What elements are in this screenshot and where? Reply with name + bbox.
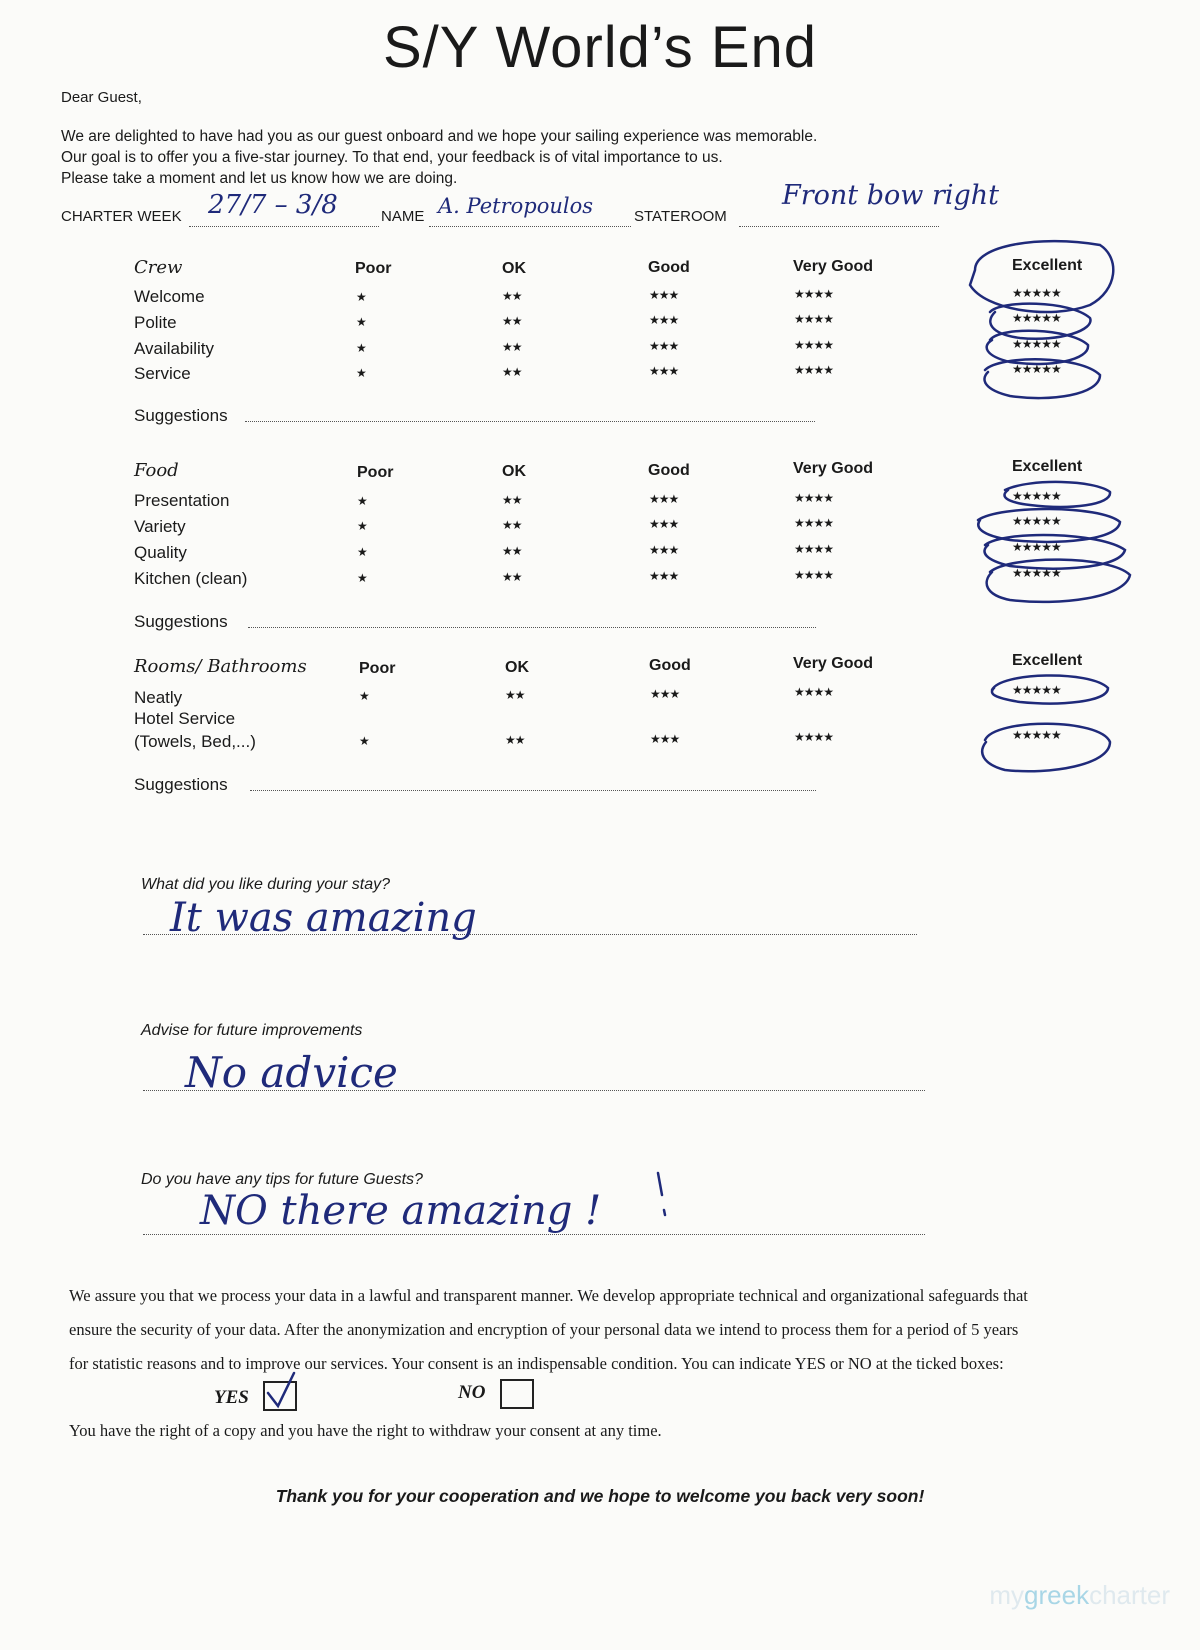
question-liked: What did you like during your stay? [141, 876, 391, 893]
rating-option-1[interactable]: ★ [356, 290, 366, 304]
header-poor: Poor [357, 464, 394, 481]
rating-row-label: Presentation [134, 491, 230, 510]
rating-option-4[interactable]: ★★★★ [794, 730, 834, 744]
rating-row-label: Hotel Service [134, 709, 236, 728]
rating-option-2[interactable]: ★★ [502, 340, 522, 354]
rating-row-label: Polite [134, 313, 177, 332]
rating-option-4[interactable]: ★★★★ [794, 363, 834, 377]
rating-option-2[interactable]: ★★ [502, 544, 522, 558]
header-good: Good [648, 259, 690, 276]
section-title: Rooms/ Bathrooms [134, 656, 307, 677]
header-ok: OK [502, 260, 526, 277]
watermark-part-1: my [989, 1580, 1025, 1610]
rating-row-label: Kitchen (clean) [134, 569, 248, 588]
rating-option-1[interactable]: ★ [357, 519, 367, 533]
rating-option-4[interactable]: ★★★★ [794, 491, 834, 505]
rating-option-3[interactable]: ★★★ [649, 339, 679, 353]
rating-option-3[interactable]: ★★★ [650, 687, 680, 701]
rating-option-4[interactable]: ★★★★ [794, 516, 834, 530]
consent-yes-checkbox[interactable] [263, 1381, 297, 1411]
header-very-good: Very Good [793, 258, 874, 275]
stateroom-label: STATEROOM [634, 208, 727, 225]
rating-option-3[interactable]: ★★★ [649, 364, 679, 378]
rating-option-5[interactable]: ★★★★★ [1012, 566, 1061, 580]
suggestions-line[interactable] [250, 790, 816, 791]
question-tips: Do you have any tips for future Guests? [141, 1171, 423, 1188]
header-excellent: Excellent [1012, 652, 1083, 669]
rating-option-5[interactable]: ★★★★★ [1012, 311, 1061, 325]
answer-improvements-handwritten: No advice [185, 1048, 398, 1097]
rating-option-4[interactable]: ★★★★ [794, 338, 834, 352]
rating-option-2[interactable]: ★★ [505, 733, 525, 747]
rating-option-2[interactable]: ★★ [502, 493, 522, 507]
header-good: Good [649, 657, 691, 674]
rating-option-4[interactable]: ★★★★ [794, 685, 834, 699]
rating-option-1[interactable]: ★ [357, 571, 367, 585]
rating-option-5[interactable]: ★★★★★ [1012, 514, 1061, 528]
rating-option-2[interactable]: ★★ [502, 570, 522, 584]
rating-option-3[interactable]: ★★★ [649, 517, 679, 531]
suggestions-line[interactable] [248, 627, 816, 628]
consent-line-1: We assure you that we process your data in a lawful and transparent manner. We develop appropriate technical and organizational safeguards that [69, 1286, 1028, 1305]
consent-paragraph [69, 1279, 1149, 1381]
rating-option-3[interactable]: ★★★ [649, 543, 679, 557]
watermark-logo [989, 1580, 1170, 1611]
section-title: Food [134, 460, 179, 481]
rating-row-label: Availability [134, 339, 215, 358]
rating-option-1[interactable]: ★ [356, 366, 366, 380]
greeting: Dear Guest, [61, 89, 142, 106]
question-improvements: Advise for future improvements [141, 1022, 363, 1039]
rating-option-5[interactable]: ★★★★★ [1012, 286, 1061, 300]
consent-line-3: for statistic reasons and to improve our services. Your consent is an indispensable condition. You can indicate YES or NO at the ticked boxes: [69, 1354, 1004, 1373]
consent-line-2: ensure the security of your data. After the anonymization and encryption of your personal data we intend to process them for a period of 5 years [69, 1320, 1019, 1339]
rating-option-1[interactable]: ★ [356, 315, 366, 329]
rating-row-label: Service [134, 364, 191, 383]
consent-yes-label: YES [214, 1387, 249, 1408]
header-very-good: Very Good [793, 655, 874, 672]
suggestions-label: Suggestions [134, 612, 228, 631]
name-handwritten: A. Petropoulos [438, 194, 593, 218]
watermark-part-2: greek [1024, 1580, 1090, 1610]
charter-week-field-line [189, 226, 379, 227]
rating-option-4[interactable]: ★★★★ [794, 287, 834, 301]
excellent-circle-mark [970, 241, 1113, 312]
header-poor: Poor [359, 660, 396, 677]
rating-option-3[interactable]: ★★★ [649, 569, 679, 583]
answer-line-tips[interactable] [143, 1234, 925, 1235]
rating-row-label: Welcome [134, 287, 205, 306]
handwritten-exclamation-stroke [658, 1173, 662, 1195]
section-title: Crew [134, 257, 183, 278]
rating-option-4[interactable]: ★★★★ [794, 312, 834, 326]
rating-option-2[interactable]: ★★ [502, 314, 522, 328]
rating-option-2[interactable]: ★★ [502, 289, 522, 303]
header-ok: OK [505, 659, 529, 676]
stateroom-field-line [739, 226, 939, 227]
form-title: S/Y World’s End [382, 15, 818, 80]
intro-line-1: We are delighted to have had you as our guest onboard and we hope your sailing experience was memorable. [61, 128, 818, 145]
answer-liked-handwritten: It was amazing [170, 895, 477, 941]
suggestions-line[interactable] [245, 421, 815, 422]
rating-option-1[interactable]: ★ [357, 545, 367, 559]
rating-option-3[interactable]: ★★★ [649, 492, 679, 506]
rating-option-4[interactable]: ★★★★ [794, 542, 834, 556]
rating-option-2[interactable]: ★★ [505, 688, 525, 702]
rating-option-3[interactable]: ★★★ [649, 288, 679, 302]
rating-option-5[interactable]: ★★★★★ [1012, 362, 1061, 376]
charter-week-label: CHARTER WEEK [61, 208, 182, 225]
header-good: Good [648, 462, 690, 479]
header-poor: Poor [355, 260, 392, 277]
header-excellent: Excellent [1012, 257, 1083, 274]
rating-option-1[interactable]: ★ [359, 734, 369, 748]
charter-week-handwritten: 27/7 – 3/8 [208, 190, 338, 220]
rating-option-3[interactable]: ★★★ [649, 313, 679, 327]
header-ok: OK [502, 463, 526, 480]
intro-line-3: Please take a moment and let us know how we are doing. [61, 170, 458, 187]
name-label: NAME [381, 208, 425, 225]
thank-you-message: Thank you for your cooperation and we hope to welcome you back very soon! [275, 1486, 925, 1506]
rating-option-5[interactable]: ★★★★★ [1012, 728, 1061, 742]
name-field-line [429, 226, 631, 227]
suggestions-label: Suggestions [134, 406, 228, 425]
suggestions-label: Suggestions [134, 775, 228, 794]
rating-option-4[interactable]: ★★★★ [794, 568, 834, 582]
rating-option-3[interactable]: ★★★ [650, 732, 680, 746]
rating-option-2[interactable]: ★★ [502, 365, 522, 379]
header-very-good: Very Good [793, 460, 874, 477]
header-excellent: Excellent [1012, 458, 1083, 475]
answer-tips-handwritten: NO there amazing ! [200, 1188, 602, 1234]
rating-option-1[interactable]: ★ [357, 494, 367, 508]
rating-row-label: Quality [134, 543, 187, 562]
intro-line-2: Our goal is to offer you a five-star journey. To that end, your feedback is of vital importance to us. [61, 149, 723, 166]
consent-no-label: NO [458, 1382, 486, 1403]
rating-option-5[interactable]: ★★★★★ [1012, 489, 1061, 503]
rating-option-5[interactable]: ★★★★★ [1012, 540, 1061, 554]
consent-rights-text: You have the right of a copy and you have the right to withdraw your consent at any time. [69, 1421, 662, 1440]
watermark-part-3: charter [1089, 1580, 1170, 1610]
rating-option-1[interactable]: ★ [359, 689, 369, 703]
rating-row-label: Neatly [134, 688, 183, 707]
rating-option-5[interactable]: ★★★★★ [1012, 337, 1061, 351]
rating-option-5[interactable]: ★★★★★ [1012, 683, 1061, 697]
handwritten-exclamation-dot [664, 1210, 665, 1215]
rating-row-label-2: (Towels, Bed,...) [134, 732, 256, 751]
rating-option-1[interactable]: ★ [356, 341, 366, 355]
rating-option-2[interactable]: ★★ [502, 518, 522, 532]
stateroom-handwritten: Front bow right [782, 180, 1000, 211]
rating-row-label: Variety [134, 517, 186, 536]
consent-no-checkbox[interactable] [500, 1379, 534, 1409]
